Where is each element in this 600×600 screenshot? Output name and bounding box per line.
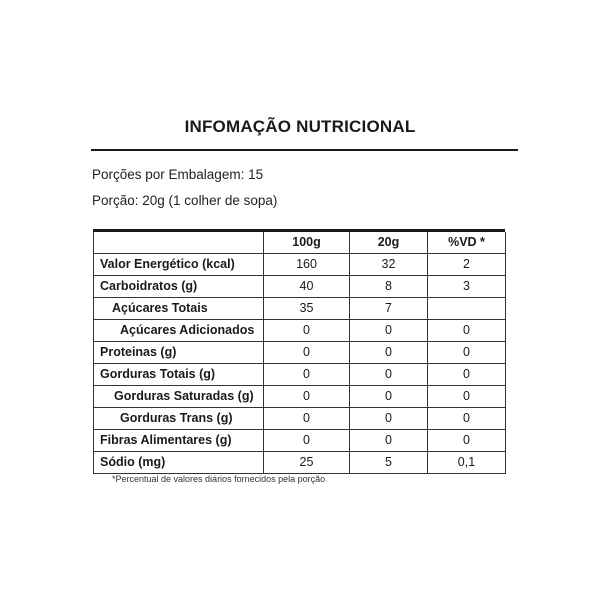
value-vd: 0 (428, 386, 506, 408)
servings-per-package: Porções por Embalagem: 15 (92, 167, 264, 182)
value-100g: 0 (264, 430, 350, 452)
row-label: Açúcares Adicionados (94, 320, 264, 342)
row-label: Fibras Alimentares (g) (94, 430, 264, 452)
value-100g: 0 (264, 386, 350, 408)
value-vd: 0 (428, 430, 506, 452)
value-20g: 7 (350, 298, 428, 320)
value-20g: 0 (350, 408, 428, 430)
nutrition-table (93, 232, 506, 474)
header-vd: %VD * (428, 232, 506, 254)
value-100g: 35 (264, 298, 350, 320)
nutrition-table-container (93, 229, 505, 474)
value-vd: 3 (428, 276, 506, 298)
footnote: *Percentual de valores diários fornecidos pela porção (112, 474, 326, 484)
value-vd: 0 (428, 408, 506, 430)
value-100g: 0 (264, 364, 350, 386)
value-100g: 0 (264, 320, 350, 342)
row-label: Carboidratos (g) (94, 276, 264, 298)
table-header-row (94, 232, 506, 254)
value-100g: 0 (264, 342, 350, 364)
value-100g: 40 (264, 276, 350, 298)
value-100g: 0 (264, 408, 350, 430)
table-row (94, 408, 506, 430)
title-divider (91, 149, 518, 151)
value-20g: 0 (350, 320, 428, 342)
page-title: INFOMAÇÃO NUTRICIONAL (184, 117, 416, 136)
value-vd: 0,1 (428, 452, 506, 474)
value-20g: 8 (350, 276, 428, 298)
value-vd: 0 (428, 342, 506, 364)
header-20g: 20g (350, 232, 428, 254)
header-100g: 100g (264, 232, 350, 254)
value-vd: 0 (428, 320, 506, 342)
table-row (94, 342, 506, 364)
value-vd (428, 298, 506, 320)
table-row (94, 320, 506, 342)
value-100g: 25 (264, 452, 350, 474)
value-20g: 0 (350, 430, 428, 452)
value-vd: 0 (428, 364, 506, 386)
row-label: Valor Energético (kcal) (94, 254, 264, 276)
value-20g: 0 (350, 342, 428, 364)
table-row (94, 298, 506, 320)
serving-size: Porção: 20g (1 colher de sopa) (92, 193, 278, 208)
value-20g: 0 (350, 386, 428, 408)
table-row (94, 452, 506, 474)
row-label: Sódio (mg) (94, 452, 264, 474)
table-row (94, 386, 506, 408)
value-20g: 0 (350, 364, 428, 386)
row-label: Açúcares Totais (94, 298, 264, 320)
value-20g: 5 (350, 452, 428, 474)
table-row (94, 364, 506, 386)
table-row (94, 254, 506, 276)
value-vd: 2 (428, 254, 506, 276)
table-row (94, 430, 506, 452)
table-row (94, 276, 506, 298)
row-label: Proteinas (g) (94, 342, 264, 364)
value-20g: 32 (350, 254, 428, 276)
value-100g: 160 (264, 254, 350, 276)
row-label: Gorduras Trans (g) (94, 408, 264, 430)
row-label: Gorduras Totais (g) (94, 364, 264, 386)
header-label (94, 232, 264, 254)
row-label: Gorduras Saturadas (g) (94, 386, 264, 408)
